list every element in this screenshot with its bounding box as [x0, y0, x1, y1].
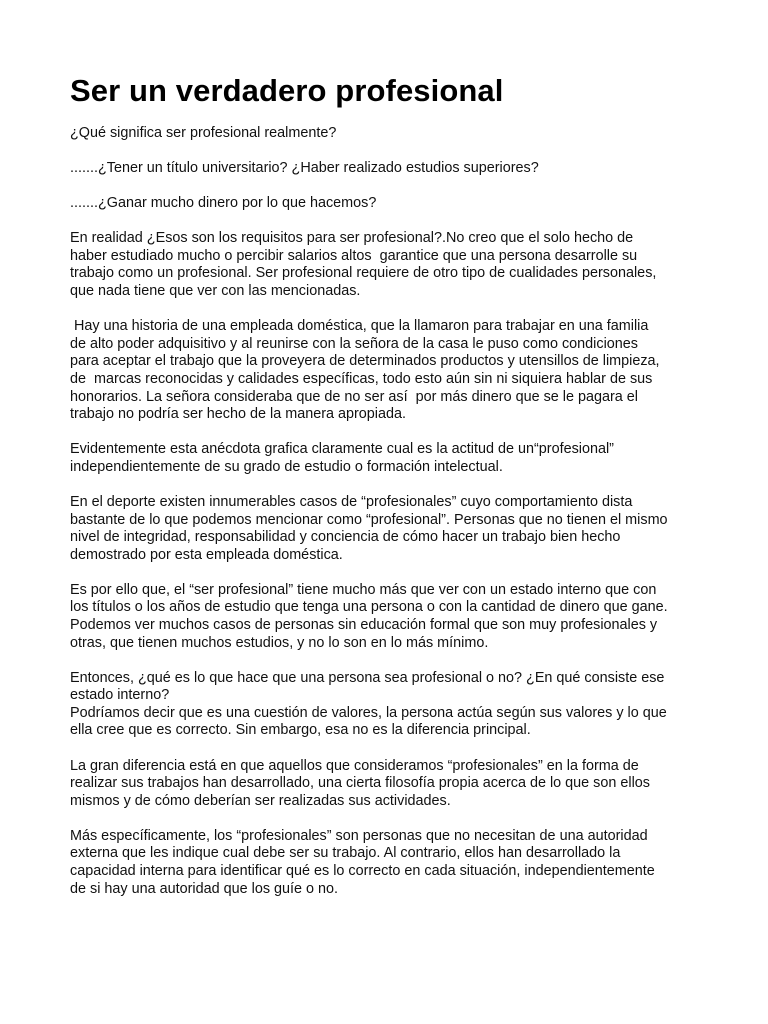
- paragraph-line: En el deporte existen innumerables casos de “profesionales” cuyo comportamiento dista: [70, 493, 633, 510]
- paragraph-line: otras, que tienen muchos estudios, y no lo son en lo más mínimo.: [70, 634, 489, 651]
- paragraph-line: Entonces, ¿qué es lo que hace que una persona sea profesional o no? ¿En qué consiste ese: [70, 669, 665, 686]
- paragraph-line: de alto poder adquisitivo y al reunirse con la señora de la casa le puso como condiciones: [70, 335, 638, 352]
- paragraph-line: estado interno?: [70, 687, 170, 704]
- paragraph-line: Podríamos decir que es una cuestión de valores, la persona actúa según sus valores y lo que: [70, 704, 667, 721]
- paragraph-line: Más específicamente, los “profesionales” son personas que no necesitan de una autoridad: [70, 827, 648, 844]
- paragraph-line: bastante de lo que podemos mencionar como “profesional”. Personas que no tienen el mismo: [70, 511, 668, 528]
- paragraph: [70, 160, 720, 178]
- paragraph-line: honorarios. La señora consideraba que de no ser así por más dinero que se le pagara el: [70, 388, 638, 405]
- paragraph-line: externa que les indique cual debe ser su trabajo. Al contrario, ellos han desarrollado la: [70, 845, 621, 862]
- document-page: [70, 70, 720, 916]
- paragraph-line: ella cree que es correcto. Sin embargo, esa no es la diferencia principal.: [70, 722, 531, 739]
- paragraph-line: realizar sus trabajos han desarrollado, una cierta filosofía propia acerca de lo que son ellos: [70, 775, 650, 792]
- paragraph-line: los títulos o los años de estudio que tenga una persona o con la cantidad de dinero que gane.: [70, 599, 668, 616]
- paragraph-line: Es por ello que, el “ser profesional” tiene mucho más que ver con un estado interno que con: [70, 581, 657, 598]
- paragraph: [70, 441, 720, 476]
- document-body: [70, 125, 720, 898]
- paragraph-line: .......¿Tener un título universitario? ¿Haber realizado estudios superiores?: [70, 160, 539, 177]
- paragraph-line: de marcas reconocidas y calidades específicas, todo esto aún sin ni siquiera hablar de sus: [70, 370, 653, 387]
- paragraph: [70, 318, 720, 424]
- paragraph-line: mismos y de cómo deberían ser realizadas sus actividades.: [70, 792, 451, 809]
- paragraph: [70, 230, 720, 300]
- paragraph: [70, 582, 720, 652]
- paragraph-line: demostrado por esta empleada doméstica.: [70, 546, 343, 563]
- paragraph-line: nivel de integridad, responsabilidad y conciencia de cómo hacer un trabajo bien hecho: [70, 529, 621, 546]
- paragraph-line: Hay una historia de una empleada doméstica, que la llamaron para trabajar en una familia: [70, 318, 649, 335]
- paragraph-line: independientemente de su grado de estudio o formación intelectual.: [70, 458, 503, 475]
- paragraph-line: ¿Qué significa ser profesional realmente?: [70, 125, 337, 141]
- paragraph-line: .......¿Ganar mucho dinero por lo que hacemos?: [70, 195, 377, 212]
- paragraph-line: trabajo no podría ser hecho de la manera apropiada.: [70, 406, 407, 423]
- paragraph: [70, 195, 720, 213]
- paragraph-line: En realidad ¿Esos son los requisitos para ser profesional?.No creo que el solo hecho de: [70, 230, 634, 247]
- paragraph: [70, 828, 720, 898]
- paragraph-line: Podemos ver muchos casos de personas sin educación formal que son muy profesionales y: [70, 616, 658, 633]
- document-title: Ser un verdadero profesional: [70, 73, 504, 108]
- paragraph: [70, 758, 720, 811]
- paragraph-line: para aceptar el trabajo que la proveyera de determinados productos y utensillos de limpieza,: [70, 353, 660, 370]
- paragraph-line: La gran diferencia está en que aquellos que consideramos “profesionales” en la forma de: [70, 757, 639, 774]
- paragraph: [70, 125, 720, 143]
- paragraph-line: de si hay una autoridad que los guíe o no.: [70, 880, 339, 897]
- paragraph-line: que nada tiene que ver con las mencionadas.: [70, 283, 361, 300]
- paragraph-line: haber estudiado mucho o percibir salarios altos garantice que una persona desarrolle su: [70, 247, 638, 264]
- paragraph-line: Evidentemente esta anécdota grafica claramente cual es la actitud de un“profesional”: [70, 441, 614, 458]
- paragraph: [70, 494, 720, 564]
- paragraph-line: trabajo como un profesional. Ser profesional requiere de otro tipo de cualidades personales,: [70, 265, 657, 282]
- paragraph: [70, 670, 720, 740]
- paragraph-line: capacidad interna para identificar qué es lo correcto en cada situación, independientemente: [70, 863, 655, 879]
